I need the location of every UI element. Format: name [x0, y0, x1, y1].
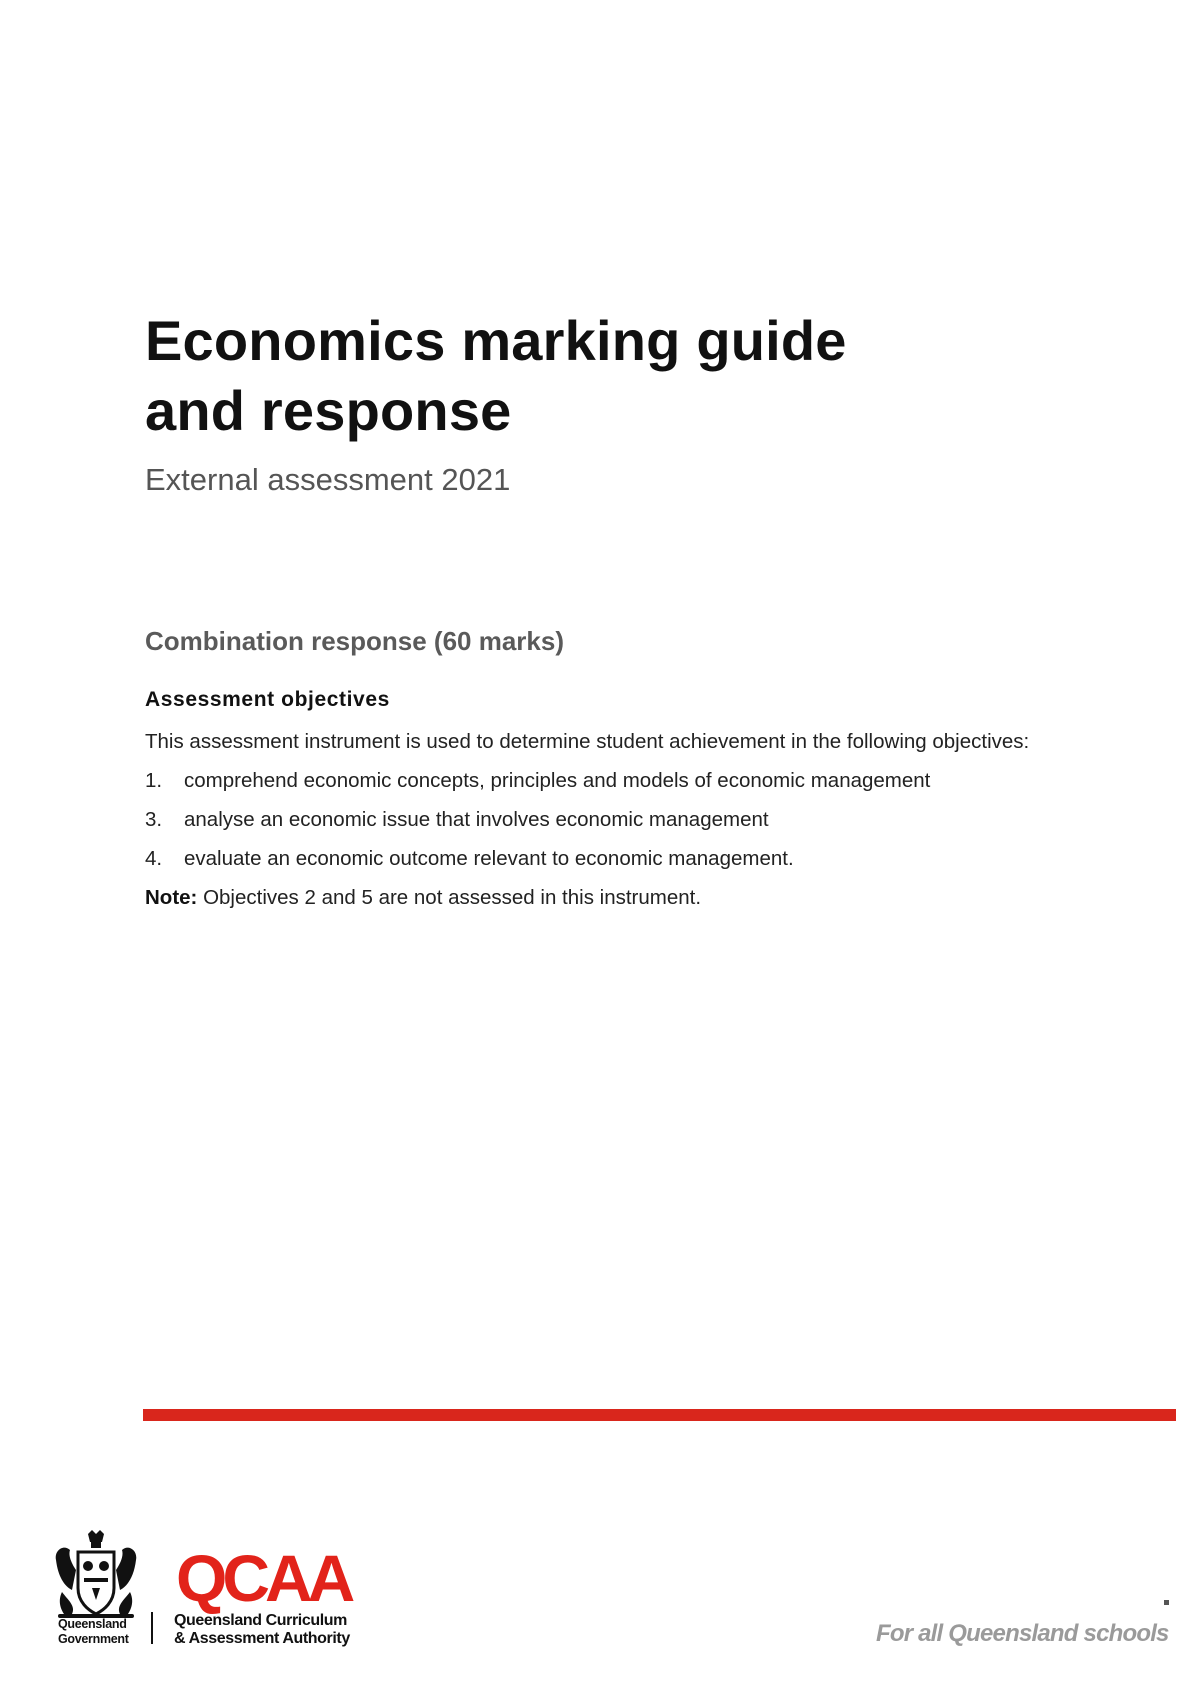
page-mark — [1164, 1600, 1169, 1605]
objective-number: 3. — [145, 808, 163, 831]
objective-number: 1. — [145, 769, 163, 792]
title-line-2: and response — [145, 379, 512, 442]
objective-number: 4. — [145, 847, 163, 870]
objectives-heading: Assessment objectives — [145, 688, 390, 711]
note-text: Objectives 2 and 5 are not assessed in this instrument. — [197, 886, 702, 909]
red-divider-rule — [143, 1409, 1176, 1421]
logo-divider — [151, 1612, 153, 1644]
objective-item — [145, 847, 930, 886]
document-title — [145, 306, 847, 446]
objective-text: comprehend economic concepts, principles and models of economic management — [184, 769, 931, 792]
objectives-intro: This assessment instrument is used to determine student achievement in the following objectives: — [145, 730, 1030, 753]
objective-item — [145, 808, 930, 847]
queensland-government-label: Queensland Government — [58, 1617, 129, 1646]
qcaa-name: Queensland Curriculum & Assessment Authority — [174, 1612, 350, 1647]
objective-item — [145, 769, 930, 808]
section-heading: Combination response (60 marks) — [145, 626, 564, 656]
objective-text: analyse an economic issue that involves economic management — [184, 808, 769, 831]
objective-text: evaluate an economic outcome relevant to economic management. — [184, 847, 794, 870]
objectives-list — [145, 769, 930, 886]
title-line-1: Economics marking guide — [145, 309, 847, 372]
note — [145, 886, 701, 910]
document-subtitle: External assessment 2021 — [145, 462, 511, 497]
note-label: Note: — [145, 886, 198, 909]
tagline: For all Queensland schools — [876, 1620, 1169, 1647]
qcaa-logo: QCAA — [176, 1541, 351, 1615]
